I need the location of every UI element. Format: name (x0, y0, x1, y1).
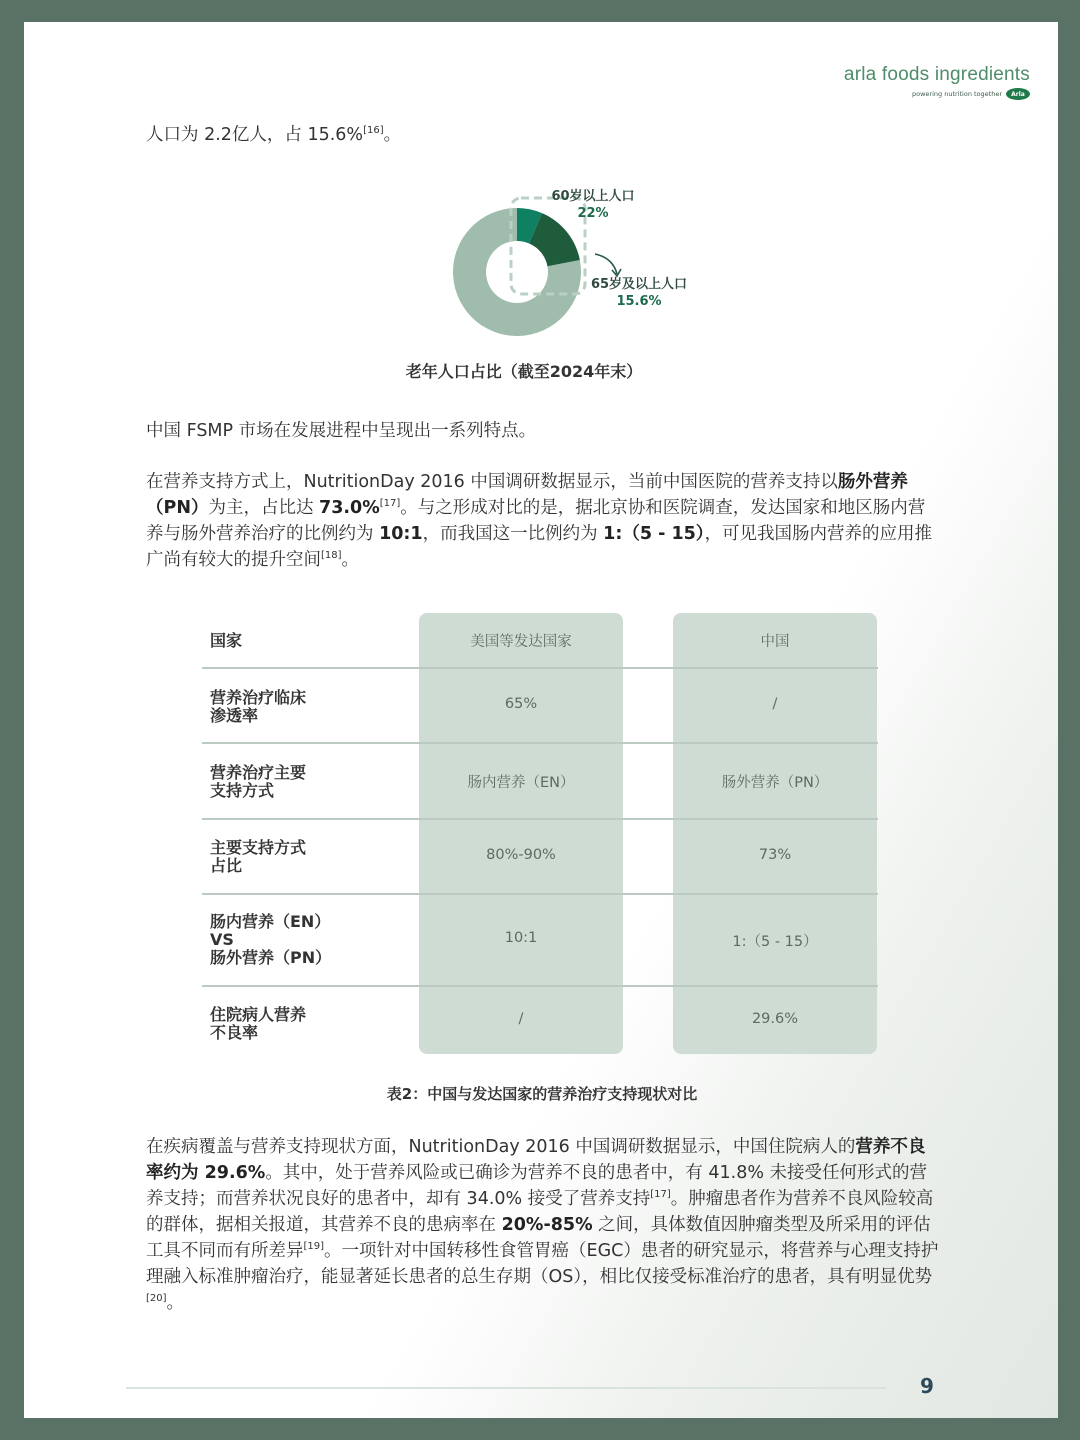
table-row-label: 主要支持方式 占比 (210, 838, 307, 875)
table-divider (202, 985, 878, 987)
table-cell: / (518, 1011, 524, 1027)
table-divider (202, 818, 878, 820)
logo-text: arla foods ingredients (843, 64, 1030, 85)
footer-divider (126, 1387, 886, 1389)
paragraph-market-features: 中国 FSMP 市场在发展进程中呈现出一系列特点。 (146, 421, 537, 441)
intro-paragraph: 人口为 2.2亿人，占 15.6%[16]。 (146, 125, 402, 145)
table-cell: 73% (758, 847, 792, 863)
elderly-population-chart (434, 172, 734, 342)
table-row-label: 肠内营养（EN） VS 肠外营养（PN） (210, 912, 332, 967)
column-china-bg (673, 613, 877, 1054)
paragraph-disease-coverage: 在疾病覆盖与营养支持现状方面，NutritionDay 2016 中国调研数据显示，中国住院病人的营养不良率约为 29.6%。其中，处于营养风险或已确诊为营养不良的患者中，有 41.8% 未接受任何形式的营养支持；而营养状况良好的患者中，却有 34.0% 接受了营养支持[17]。肿瘤患者作为营养不良风险较高的群体，据相关报道，其营养不良的患病率在 20%-85% 之间，具体数值因肿瘤类型及所采用的评估工具不同而有所差异[19]。一项针对中国转移性食管胃癌（EGC）患者的研究显示，将营养与心理支持护理融入标准肿瘤治疗，能显著延长患者的总生存期（OS），相比仅接受标准治疗的患者，具有明显优势[20]。 (146, 1137, 939, 1313)
column-developed-bg (419, 613, 623, 1054)
callout-65plus-value: 15.6% (616, 294, 662, 309)
table-cell: 80%-90% (486, 847, 556, 863)
table-cell: / (772, 696, 778, 712)
callout-65plus-label: 65岁及以上人口 (590, 277, 688, 292)
arla-badge-icon: Arla (1006, 88, 1030, 100)
brand-logo (844, 64, 1030, 100)
table-divider (202, 667, 878, 669)
paragraph-nutrition-support: 在营养支持方式上，NutritionDay 2016 中国调研数据显示，当前中国医院的营养支持以肠外营养（PN）为主，占比达 73.0%[17]。与之形成对比的是，据北京协和医院调查，发达国家和地区肠内营养与肠外营养治疗的比例约为 10:1，而我国这一比例约为 1:（5 - 15），可见我国肠内营养的应用推广尚有较大的提升空间[18]。 (146, 472, 933, 570)
table-cell: 肠外营养（PN） (721, 775, 829, 791)
table-caption: 表2：中国与发达国家的营养治疗支持现状对比 (386, 1085, 698, 1103)
table-header-china: 中国 (760, 634, 790, 650)
table-divider (202, 893, 878, 895)
table-divider (202, 742, 878, 744)
callout-65plus (584, 276, 694, 310)
table-cell: 29.6% (751, 1011, 799, 1027)
callout-60plus (538, 188, 648, 222)
table-header-developed: 美国等发达国家 (470, 634, 572, 650)
callout-60plus-label: 60岁以上人口 (551, 189, 635, 204)
document-page (24, 22, 1058, 1418)
page-number: 9 (920, 1374, 934, 1398)
table-cell: 65% (504, 696, 538, 712)
table-cell: 10:1 (504, 930, 538, 946)
chart-caption: 老年人口占比（截至2024年末） (405, 362, 643, 381)
table-cell: 肠内营养（EN） (467, 775, 575, 791)
callout-60plus-value: 22% (577, 206, 609, 221)
logo-tagline: powering nutrition together (912, 90, 1002, 98)
table-header-label: 国家 (210, 631, 243, 650)
table-row-label: 营养治疗主要 支持方式 (210, 763, 307, 800)
table-cell: 1:（5 - 15） (732, 934, 818, 950)
table-row-label: 住院病人营养 不良率 (210, 1005, 307, 1042)
table-row-label: 营养治疗临床 渗透率 (210, 688, 307, 725)
